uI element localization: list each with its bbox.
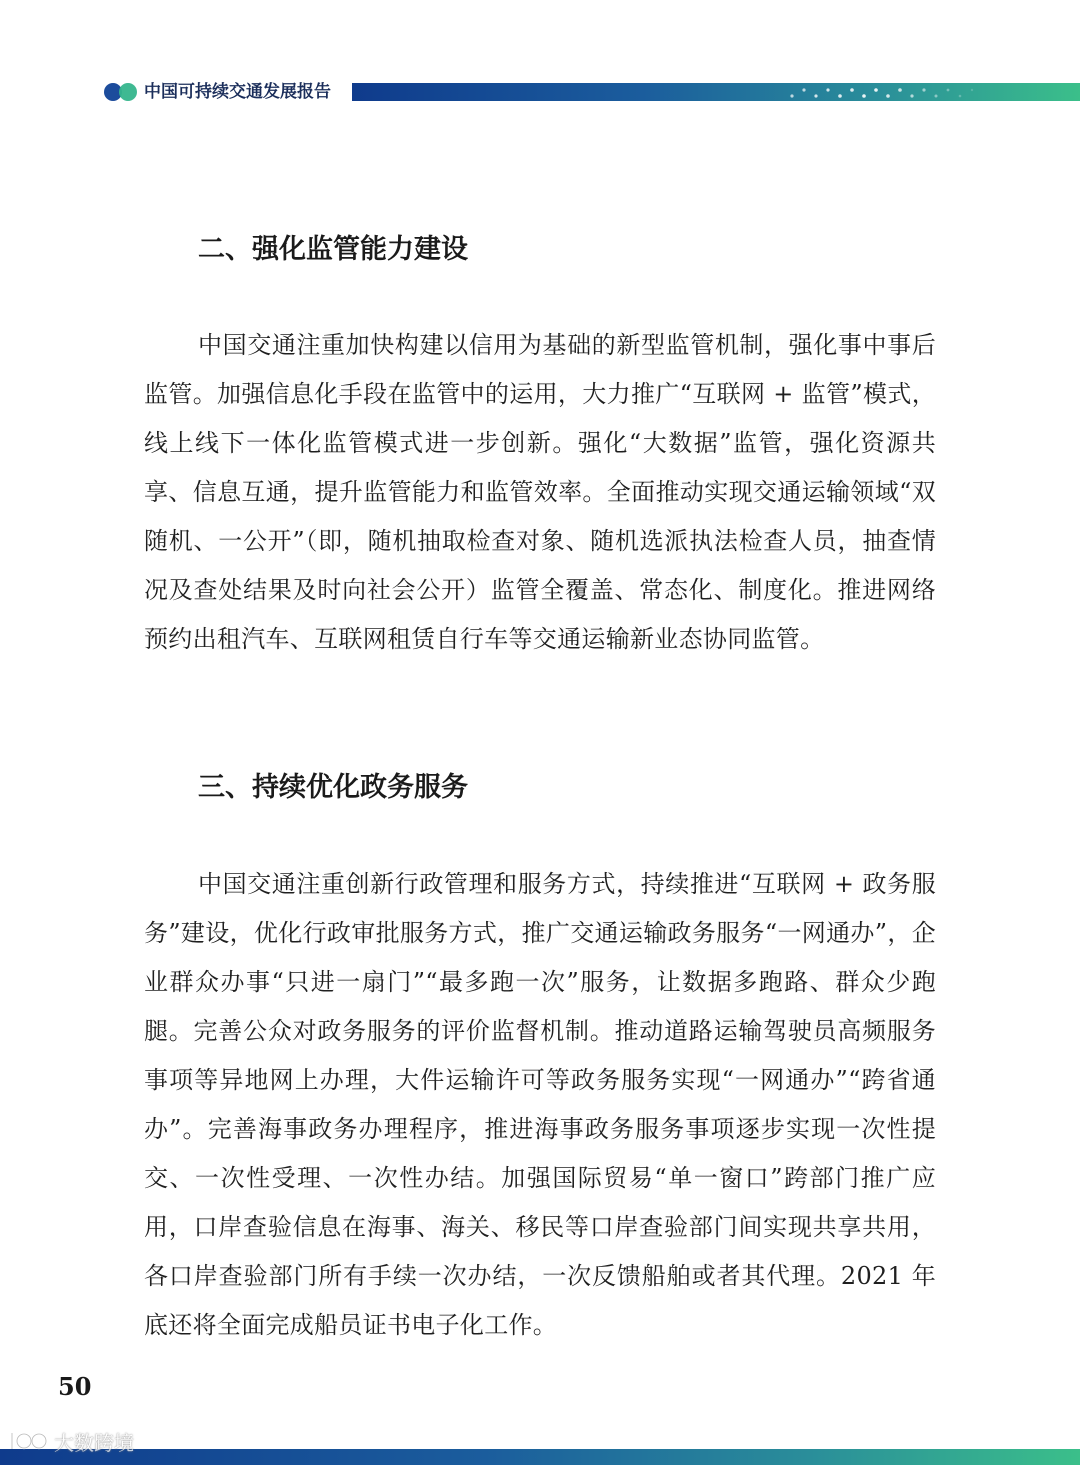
brand-logo-icon [8, 1428, 52, 1454]
logo-dot-green [119, 83, 137, 101]
page-number: 50 [58, 1372, 92, 1401]
section-paragraph: 中国交通注重加快构建以信用为基础的新型监管机制，强化事中事后监管。加强信息化手段在监管中的运用，大力推广“互联网 + 监管”模式，线上线下一体化监管模式进一步创新。强化“大数据”监管，强化资源共享、信息互通，提升监管能力和监管效率。全面推动实现交通运输领域“双随机、一公开”（即，随机抽取检查对象、随机选派执法检查人员，抽查情况及查处结果及时向社会公开）监管全覆盖、常态化、制度化。推进网络预约出租汽车、互联网租赁自行车等交通运输新业态协同监管。 [144, 331, 936, 653]
section-paragraph: 中国交通注重创新行政管理和服务方式，持续推进“互联网 + 政务服务”建设，优化行政审批服务方式，推广交通运输政务服务“一网通办”，企业群众办事“只进一扇门”“最多跑一次”服务，让数据多跑路、群众少跑腿。完善公众对政务服务的评价监督机制。推动道路运输驾驶员高频服务事项等异地网上办理，大件运输许可等政务服务实现“一网通办”“跨省通办”。完善海事政务办理程序，推进海事政务服务事项逐步实现一次性提交、一次性受理、一次性办结。加强国际贸易“单一窗口”跨部门推广应用，口岸查验信息在海事、海关、移民等口岸查验部门间实现共享共用，各口岸查验部门所有手续一次办结，一次反馈船舶或者其代理。2021 年底还将全面完成船员证书电子化工作。 [144, 870, 936, 1339]
report-title: 中国可持续交通发展报告 [144, 82, 331, 102]
dot-pattern-icon [782, 83, 1080, 101]
report-header [104, 80, 1080, 104]
section-heading: 二、强化监管能力建设 [198, 234, 468, 265]
section-heading: 三、持续优化政务服务 [198, 772, 468, 803]
report-logo-icon [104, 83, 140, 101]
watermark-text: 大数跨境 [54, 1431, 134, 1455]
header-gradient-bar [352, 83, 1080, 101]
footer-gradient-bar [0, 1449, 1080, 1465]
